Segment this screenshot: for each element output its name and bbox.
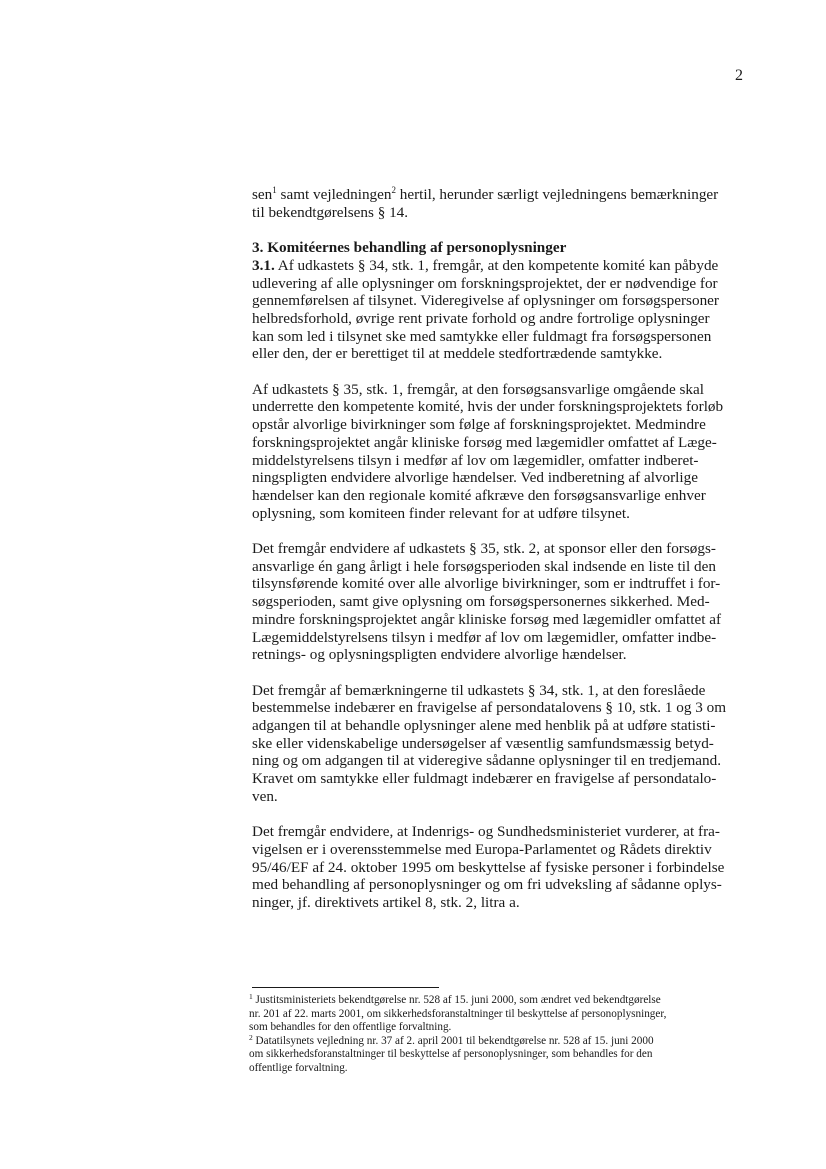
- text-line: opstår alvorlige bivirkninger som følge af forskningsprojektet. Medmindre: [252, 416, 706, 434]
- text-line: udlevering af alle oplysninger om forskningsprojektet, der er nødvendige for: [252, 274, 718, 292]
- text-line: adgangen til at behandle oplysninger alene med henblik på at udføre statisti-: [252, 717, 716, 735]
- text-line: 3.1. Af udkastets § 34, stk. 1, fremgår, at den kompetente komité kan påbyde: [252, 256, 719, 274]
- footnote-marker-1: 1: [249, 992, 253, 1001]
- text-line: hændelser kan den regionale komité afkræve den forsøgsansvarlige enhver: [252, 486, 706, 504]
- footnotes: [249, 994, 749, 1076]
- text-line: med behandling af personoplysninger og om fri udveksling af sådanne oplys-: [252, 876, 722, 894]
- footnote-line: om sikkerhedsforanstaltninger til beskyttelse af personoplysninger, som behandles for den: [249, 1048, 653, 1061]
- footnote-separator: [252, 987, 439, 988]
- text-line: bestemmelse indebærer en fravigelse af persondatalovens § 10, stk. 1 og 3 om: [252, 699, 727, 717]
- text-line: ninger, jf. direktivets artikel 8, stk. 2, litra a.: [252, 894, 520, 912]
- section-paragraph-2: [252, 381, 747, 523]
- text-line: Det fremgår af bemærkningerne til udkastets § 34, stk. 1, at den foreslåede: [252, 681, 706, 699]
- text-line: oplysning, som komiteen finder relevant for at udføre tilsynet.: [252, 504, 630, 522]
- text-line: Det fremgår endvidere, at Indenrigs- og Sundhedsministeriet vurderer, at fra-: [252, 823, 720, 841]
- section-paragraph-3: [252, 540, 747, 664]
- body-text: [252, 186, 747, 929]
- intro-paragraph: [252, 186, 747, 221]
- text-line: kan som led i tilsynet ske med samtykke eller fuldmagt fra forsøgspersonen: [252, 327, 712, 345]
- text-line: tilsynsførende komité over alle alvorlige bivirkninger, som er indtruffet i for-: [252, 575, 721, 593]
- section-heading: 3. Komitéernes behandling af personoplysninger: [252, 239, 567, 257]
- text-line: retnings- og oplysningspligten endvidere alvorlige hændelser.: [252, 646, 627, 664]
- text-line: sen$^1$ samt vejledningen$^2$ hertil, herunder særligt vejledningens bemærkninger: [252, 185, 719, 203]
- footnote-line: $^2$ Datatilsynets vejledning nr. 37 af 2. april 2001 til bekendtgørelse nr. 528 af 15. juni 2000: [249, 1032, 654, 1047]
- footnote-ref-2: 2: [391, 185, 396, 195]
- text-line: Af udkastets § 35, stk. 1, fremgår, at den forsøgsansvarlige omgående skal: [252, 380, 704, 398]
- footnote-ref-1: 1: [272, 185, 277, 195]
- footnote-1: [249, 994, 749, 1035]
- text-line: ningspligten endvidere alvorlige hændelser. Ved indberetning af alvorlige: [252, 469, 698, 487]
- text-line: middelstyrelsens tilsyn i medfør af lov om lægemidler, omfatter indberet-: [252, 451, 699, 469]
- text-line: underrette den kompetente komité, hvis der under forskningsprojektets forløb: [252, 398, 724, 416]
- text-line: 95/46/EF af 24. oktober 1995 om beskyttelse af fysiske personer i forbindelse: [252, 858, 725, 876]
- text-line: Kravet om samtykke eller fuldmagt indebærer en fravigelse af persondatalo-: [252, 770, 717, 788]
- section-paragraph-1: [252, 239, 747, 363]
- page-number: 2: [735, 67, 743, 84]
- footnote-line: nr. 201 af 22. marts 2001, om sikkerhedsforanstaltninger til beskyttelse af personoplysninger,: [249, 1007, 667, 1020]
- text-line: søgsperioden, samt give oplysning om forsøgspersonernes sikkerhed. Med-: [252, 593, 710, 611]
- text-line: ansvarlige én gang årligt i hele forsøgsperioden skal indsende en liste til den: [252, 557, 716, 575]
- text-line: Lægemiddelstyrelsens tilsyn i medfør af lov om lægemidler, omfatter indbe-: [252, 628, 717, 646]
- text-line: eller den, der er berettiget til at meddele stedfortrædende samtykke.: [252, 345, 663, 363]
- text-line: Det fremgår endvidere af udkastets § 35, stk. 2, at sponsor eller den forsøgs-: [252, 540, 716, 558]
- text-line: forskningsprojektet angår kliniske forsøg med lægemidler omfattet af Læge-: [252, 433, 717, 451]
- text-line: gennemførelsen af tilsynet. Videregivelse af oplysninger om forsøgspersoner: [252, 292, 719, 310]
- footnote-line: offentlige forvaltning.: [249, 1061, 348, 1074]
- subsection-number: 3.1.: [252, 256, 275, 274]
- footnote-line: $^1$ Justitsministeriets bekendtgørelse nr. 528 af 15. juni 2000, som ændret ved bekendtgørelse: [249, 992, 661, 1006]
- section-paragraph-5: [252, 823, 747, 912]
- footnote-line: som behandles for den offentlige forvaltning.: [249, 1021, 452, 1034]
- footnote-marker-2: 2: [249, 1032, 253, 1042]
- footnote-2: [249, 1032, 749, 1076]
- text-line: mindre forskningsprojektet angår kliniske forsøg med lægemidler omfattet af: [252, 610, 722, 628]
- text-line: til bekendtgørelsens § 14.: [252, 203, 409, 221]
- text-line: vigelsen er i overensstemmelse med Europa-Parlamentet og Rådets direktiv: [252, 840, 712, 858]
- text-line: ning og om adgangen til at videregive sådanne oplysninger til en tredjemand.: [252, 752, 721, 770]
- text-line: ske eller videnskabelige undersøgelser af væsentlig samfundsmæssig betyd-: [252, 734, 714, 752]
- text-line: ven.: [252, 787, 278, 805]
- section-paragraph-4: [252, 682, 747, 806]
- text-line: helbredsforhold, øvrige rent private forhold og andre fortrolige oplysninger: [252, 309, 710, 327]
